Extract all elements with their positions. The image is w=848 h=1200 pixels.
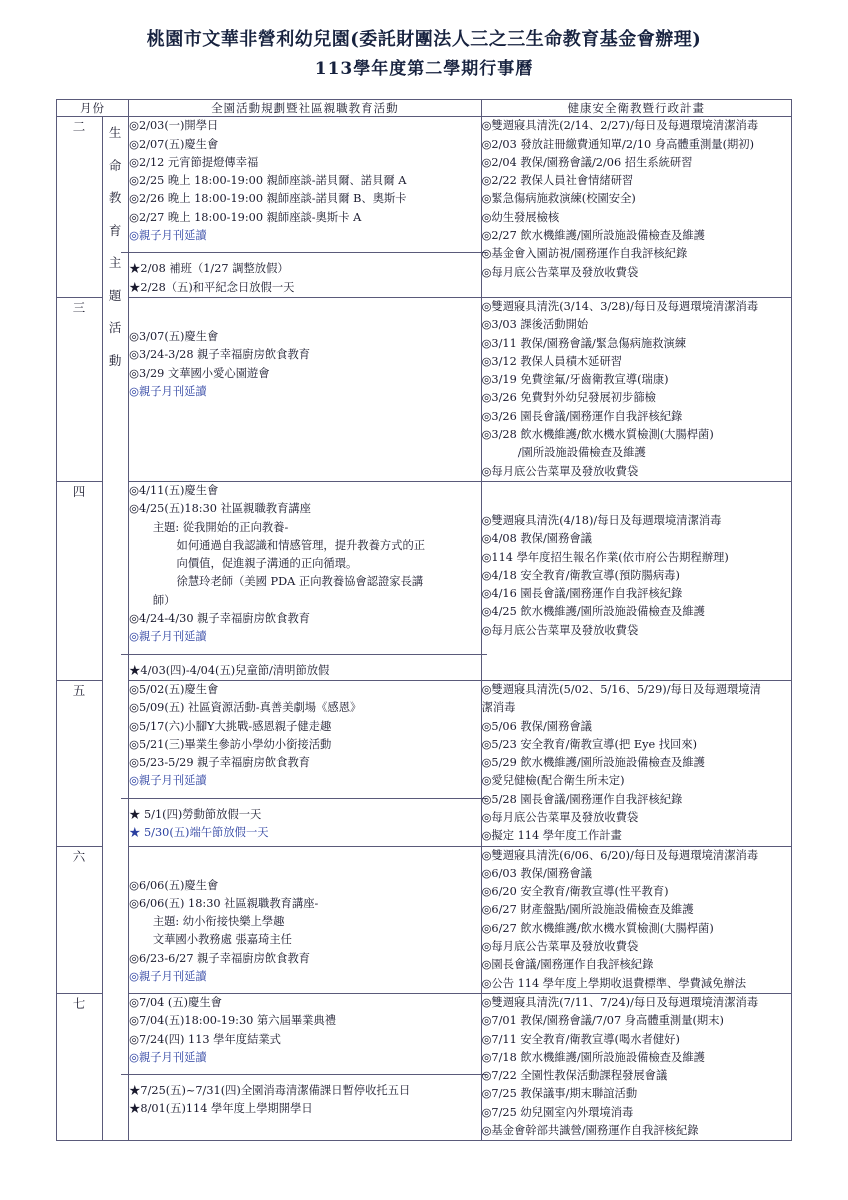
calendar-entry: ◎幼生發展檢核 xyxy=(481,210,560,224)
document-header xyxy=(56,26,792,85)
calendar-entry: ◎5/02(五)慶生會 xyxy=(129,682,219,696)
cell-divider xyxy=(121,252,486,253)
calendar-entry: ★4/03(四)-4/04(五)兒童節/清明節放假 xyxy=(129,663,330,677)
month-label: 三 xyxy=(57,297,103,481)
calendar-entry: ◎7/01 教保/園務會議/7/07 身高體重測量(期末) xyxy=(481,1014,724,1028)
calendar-entry: ◎2/22 教保人員社會情緒研習 xyxy=(481,174,634,188)
calendar-entry: 主題: 從我開始的正向教養- xyxy=(152,520,289,534)
calendar-entry: ◎2/04 教保/園務會議/2/06 招生系統研習 xyxy=(481,155,693,169)
calendar-entry: ◎2/12 元宵節提燈傳幸福 xyxy=(129,155,259,169)
calendar-entry: ◎3/26 園長會議/園務運作自我評核紀錄 xyxy=(481,409,683,423)
calendar-entry: ◎5/23 安全教育/衛教宣導(把 Eye 找回來) xyxy=(481,737,698,751)
calendar-entry: ◎2/03 發放註冊繳費通知單/2/10 身高體重測量(期初) xyxy=(481,137,755,151)
calendar-entry: ◎每月底公告菜單及發放收費袋 xyxy=(481,940,639,954)
calendar-entry: /園所設施設備檢查及維護 xyxy=(517,446,646,460)
theme-label-char: 活 xyxy=(108,320,123,336)
calendar-entry: ◎7/18 飲水機維護/園所設施設備檢查及維護 xyxy=(481,1050,705,1064)
month-label: 四 xyxy=(57,481,103,680)
calendar-entry: ◎親子月刊延讀 xyxy=(129,970,207,984)
calendar-entry: ◎親子月刊延讀 xyxy=(129,384,207,398)
calendar-entry: ◎6/06(五) 18:30 社區親職教育講座- xyxy=(129,896,319,910)
calendar-cell xyxy=(129,117,481,298)
calendar-entry: ◎每月底公告菜單及發放收費袋 xyxy=(481,810,639,824)
calendar-entry: ◎3/03 課後活動開始 xyxy=(481,318,589,332)
calendar-entry: ◎每月底公告菜單及發放收費袋 xyxy=(481,265,639,279)
calendar-entry: ◎親子月刊延讀 xyxy=(129,774,207,788)
calendar-entry: ◎雙週寢具清洗(4/18)/每日及每週環境清潔消毒 xyxy=(481,513,722,527)
calendar-entry: ◎愛兒健檢(配合衛生所未定) xyxy=(481,774,625,788)
calendar-entry: ◎緊急傷病施救演練(校園安全) xyxy=(481,192,636,206)
column-header-month: 月份 xyxy=(57,100,129,117)
calendar-entry: ◎3/12 教保人員積木延研習 xyxy=(481,354,623,368)
month-label: 五 xyxy=(57,680,103,846)
calendar-entry: 文華國小教務處 張嘉琦主任 xyxy=(152,933,292,947)
calendar-entry: 主題: 幼小衔接快樂上學趣 xyxy=(152,915,285,929)
page-subtitle: 113學年度第二學期行事曆 xyxy=(314,59,534,79)
table-header-row xyxy=(57,100,792,117)
calendar-entry: ★ 5/30(五)端午節放假一天 xyxy=(129,825,269,839)
calendar-entry: ◎4/18 安全教育/衛教宣導(預防腸病毒) xyxy=(481,568,680,582)
calendar-entry: ◎基金會入園訪視/園務運作自我評核紀錄 xyxy=(481,247,688,261)
calendar-entry: ◎3/26 免費對外幼兒發展初步篩檢 xyxy=(481,391,656,405)
calendar-entry: ◎親子月刊延讀 xyxy=(129,630,207,644)
calendar-entry: ◎雙週寢具清洗(5/02、5/16、5/29)/每日及每週環境清 xyxy=(481,682,761,696)
calendar-entry: ★2/08 補班（1/27 調整放假） xyxy=(129,262,289,276)
calendar-entry: ◎親子月刊延讀 xyxy=(129,229,207,243)
theme-label-char: 教 xyxy=(108,190,123,206)
cell-divider xyxy=(121,1074,486,1075)
theme-label-char: 題 xyxy=(108,287,123,303)
calendar-entry: ◎2/27 晚上 18:00-19:00 親師座談-奧斯卡 A xyxy=(129,210,362,224)
calendar-cell xyxy=(481,680,791,846)
cell-divider xyxy=(121,654,486,655)
calendar-cell xyxy=(129,481,481,680)
theme-label-char: 命 xyxy=(108,157,123,173)
calendar-entry: ★2/28（五)和平紀念日放假一天 xyxy=(129,280,295,294)
theme-label-char: 主 xyxy=(108,255,123,271)
calendar-cell xyxy=(129,680,481,846)
calendar-entry: ◎6/23-6/27 親子幸福廚房飲食教育 xyxy=(129,951,311,965)
calendar-entry: ◎5/06 教保/園務會議 xyxy=(481,719,592,733)
calendar-entry: ◎基金會幹部共識營/園務運作自我評核紀錄 xyxy=(481,1124,699,1138)
table-row xyxy=(57,297,792,481)
calendar-entry: ◎5/28 園長會議/園務運作自我評核紀錄 xyxy=(481,792,683,806)
calendar-cell xyxy=(481,993,791,1140)
calendar-entry: ◎2/27 飲水機維護/園所設施設備檢查及維護 xyxy=(481,229,705,243)
calendar-cell xyxy=(481,846,791,993)
calendar-entry: ◎7/22 全園性教保活動課程發展會議 xyxy=(481,1069,668,1083)
calendar-entry: ◎5/23-5/29 親子幸福廚房飲食教育 xyxy=(129,756,311,770)
calendar-entry: ★ 5/1(四)勞動節放假一天 xyxy=(129,807,262,821)
column-header-health: 健康安全衛教暨行政計畫 xyxy=(481,100,791,117)
calendar-entry: ◎3/28 飲水機維護/飲水機水質檢測(大腸桿菌) xyxy=(481,428,714,442)
calendar-entry: ◎4/16 園長會議/園務運作自我評核紀錄 xyxy=(481,587,683,601)
calendar-entry: 如何通過自我認識和情感管理，提升教養方式的正 xyxy=(176,538,426,552)
calendar-cell xyxy=(129,846,481,993)
calendar-cell xyxy=(481,297,791,481)
calendar-entry: ◎114 學年度招生報名作業(依市府公告期程辦理) xyxy=(481,550,729,564)
theme-label-char: 動 xyxy=(108,352,123,368)
calendar-entry: ◎6/27 飲水機維護/飲水機水質檢測(大腸桿菌) xyxy=(481,921,714,935)
calendar-cell xyxy=(129,993,481,1140)
calendar-entry: ◎2/07(五)慶生會 xyxy=(129,137,219,151)
table-row xyxy=(57,680,792,846)
calendar-table xyxy=(56,99,792,1141)
calendar-entry: ◎7/25 教保議事/期末聯誼活動 xyxy=(481,1087,638,1101)
calendar-entry: ◎5/29 飲水機維護/園所設施設備檢查及維護 xyxy=(481,756,705,770)
calendar-entry: ◎7/24(四) 113 學年度結業式 xyxy=(129,1032,281,1046)
calendar-entry: ◎5/09(五) 社區資源活動-真善美劇場《感恩》 xyxy=(129,701,362,715)
calendar-entry: ◎2/25 晚上 18:00-19:00 親師座談-諾貝爾、諾貝爾 A xyxy=(129,174,407,188)
column-header-activities: 全園活動規劃暨社區親職教育活動 xyxy=(129,100,481,117)
calendar-entry: ◎4/08 教保/園務會議 xyxy=(481,532,592,546)
calendar-entry: ◎雙週寢具清洗(3/14、3/28)/每日及每週環境清潔消毒 xyxy=(481,299,759,313)
calendar-entry: ◎每月底公告菜單及發放收費袋 xyxy=(481,623,639,637)
month-label: 二 xyxy=(57,117,103,298)
calendar-entry: ◎7/25 幼兒園室內外環境消毒 xyxy=(481,1105,634,1119)
calendar-entry: ◎6/06(五)慶生會 xyxy=(129,878,219,892)
calendar-entry: ◎雙週寢具清洗(7/11、7/24)/每日及每週環境清潔消毒 xyxy=(481,995,759,1009)
calendar-entry: ◎4/11(五)慶生會 xyxy=(129,483,219,497)
calendar-cell xyxy=(481,117,791,298)
calendar-entry: ★8/01(五)114 學年度上學期開學日 xyxy=(129,1102,313,1116)
calendar-entry: 潔消毒 xyxy=(481,701,516,715)
month-label: 六 xyxy=(57,846,103,993)
calendar-entry: 師） xyxy=(152,593,176,607)
calendar-entry: ◎公告 114 學年度上學期收退費標準、學費減免辦法 xyxy=(481,976,747,990)
calendar-entry: ◎6/27 財產盤點/園所設施設備檢查及維護 xyxy=(481,903,694,917)
calendar-entry: ◎4/25(五)18:30 社區親職教育講座 xyxy=(129,502,311,516)
calendar-cell xyxy=(129,297,481,481)
calendar-entry: ◎3/07(五)慶生會 xyxy=(129,329,219,343)
calendar-entry: ◎每月底公告菜單及發放收費袋 xyxy=(481,464,639,478)
calendar-entry: ◎3/19 免費塗氟/牙齒衛教宣導(瑞康) xyxy=(481,373,669,387)
calendar-entry: ◎7/11 安全教育/衛教宣導(喝水者健好) xyxy=(481,1032,680,1046)
theme-label-char: 生 xyxy=(108,125,123,141)
calendar-entry: 徐慧玲老師（美國 PDA 正向教養協會認證家長講 xyxy=(176,575,424,589)
calendar-entry: 向價值，促進親子溝通的正向循環。 xyxy=(176,557,358,571)
calendar-entry: ◎4/25 飲水機維護/園所設施設備檢查及維護 xyxy=(481,605,705,619)
calendar-entry: ◎3/29 文華國小愛心園遊會 xyxy=(129,366,270,380)
calendar-entry: ◎雙週寢具清洗(2/14、2/27)/每日及每週環境清潔消毒 xyxy=(481,119,759,133)
theme-label-vertical xyxy=(103,117,129,1141)
table-row xyxy=(57,993,792,1140)
calendar-entry: ◎6/20 安全教育/衛教宣導(性平教育) xyxy=(481,885,669,899)
cell-divider xyxy=(121,798,486,799)
calendar-entry: ◎4/24-4/30 親子幸福廚房飲食教育 xyxy=(129,612,311,626)
table-row xyxy=(57,481,792,680)
theme-label-char: 育 xyxy=(108,222,123,238)
calendar-entry: ◎6/03 教保/園務會議 xyxy=(481,866,592,880)
page-title: 桃園市文華非營利幼兒園(委託財團法人三之三生命教育基金會辦理) xyxy=(146,29,702,50)
calendar-entry: ◎3/11 教保/園務會議/緊急傷病施救演練 xyxy=(481,336,687,350)
table-row xyxy=(57,117,792,298)
calendar-entry: ◎2/26 晚上 18:00-19:00 親師座談-諾貝爾 B、奧斯卡 xyxy=(129,192,407,206)
calendar-entry: ◎5/17(六)小腳Y大挑戰-感恩親子健走趣 xyxy=(129,719,332,733)
calendar-entry: ◎親子月刊延讀 xyxy=(129,1050,207,1064)
calendar-entry: ◎5/21(三)畢業生參訪小學幼小銜接活動 xyxy=(129,737,332,751)
calendar-entry: ◎2/03(一)開學日 xyxy=(129,119,219,133)
calendar-entry: ◎雙週寢具清洗(6/06、6/20)/每日及每週環境清潔消毒 xyxy=(481,848,759,862)
month-label: 七 xyxy=(57,993,103,1140)
calendar-entry: ◎3/24-3/28 親子幸福廚房飲食教育 xyxy=(129,348,311,362)
calendar-cell xyxy=(481,481,791,680)
table-row xyxy=(57,846,792,993)
calendar-entry: ★7/25(五)~7/31(四)全園消毒清潔備課日暫停收托五日 xyxy=(129,1084,411,1098)
calendar-entry: ◎擬定 114 學年度工作計畫 xyxy=(481,829,622,843)
calendar-entry: ◎7/04(五)18:00-19:30 第六屆畢業典禮 xyxy=(129,1014,337,1028)
calendar-entry: ◎園長會議/園務運作自我評核紀錄 xyxy=(481,958,654,972)
calendar-entry: ◎7/04 (五)慶生會 xyxy=(129,995,222,1009)
